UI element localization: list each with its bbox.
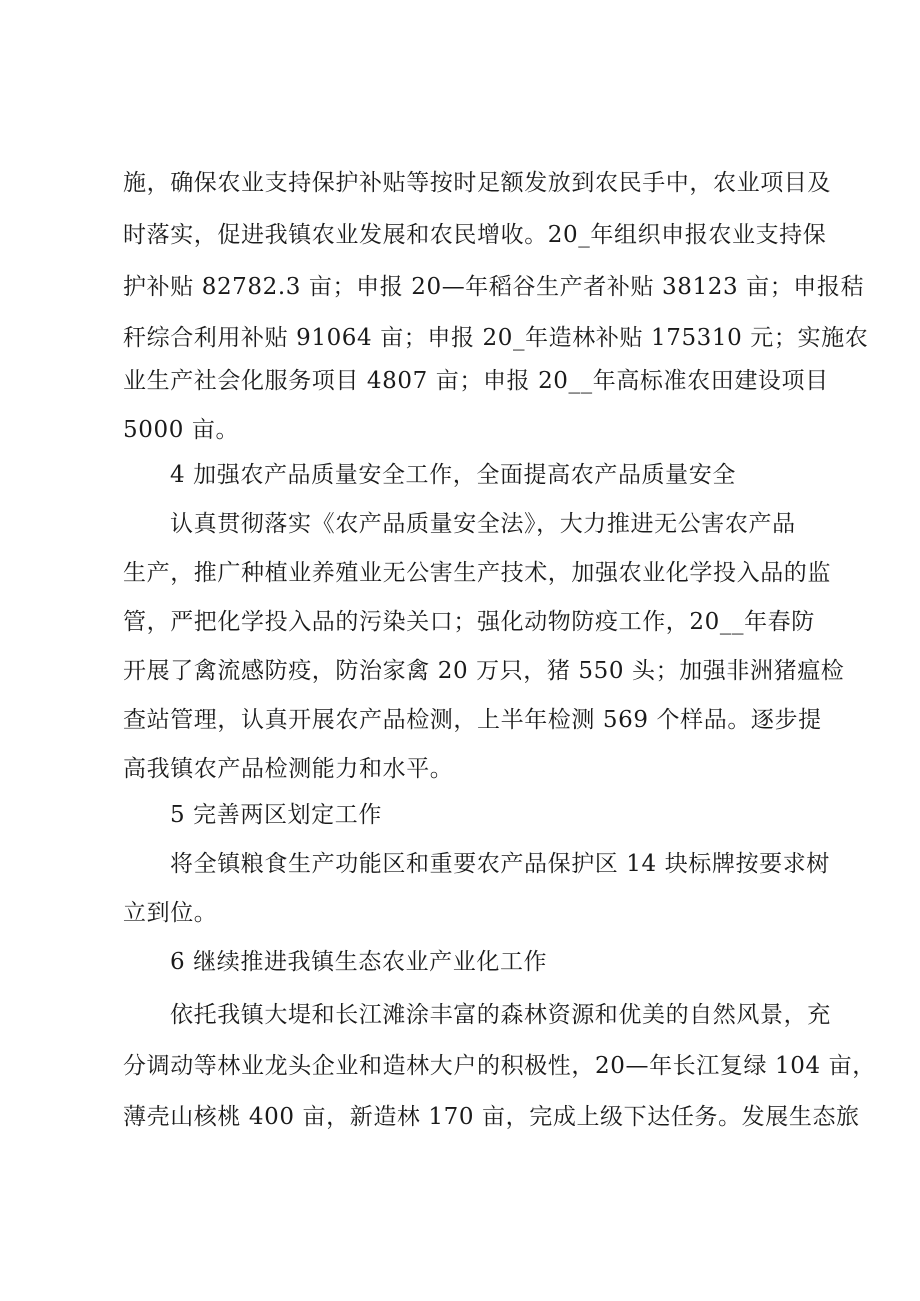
body-text-line: 护补贴 82782.3 亩；申报 20—年稻谷生产者补贴 38123 亩；申报秸 — [123, 274, 865, 300]
body-text-line: 高我镇农产品检测能力和水平。 — [123, 756, 454, 782]
body-text-line: 5000 亩。 — [123, 417, 240, 443]
body-text-line: 时落实，促进我镇农业发展和农民增收。20_年组织申报农业支持保 — [123, 222, 827, 248]
body-text-line: 秆综合利用补贴 91064 亩；申报 20_年造林补贴 175310 元；实施农 — [123, 325, 869, 351]
body-text-line: 业生产社会化服务项目 4807 亩；申报 20__年高标准农田建设项目 — [123, 368, 829, 394]
body-text-line: 管，严把化学投入品的污染关口；强化动物防疫工作，20__年春防 — [123, 609, 815, 635]
body-text-line: 生产，推广种植业养殖业无公害生产技术，加强农业化学投入品的监 — [123, 560, 831, 586]
body-text-line: 认真贯彻落实《农产品质量安全法》，大力推进无公害农产品 — [170, 511, 796, 537]
body-text-line: 分调动等林业龙头企业和造林大户的积极性，20—年长江复绿 104 亩， — [123, 1053, 876, 1079]
section-heading-4: 4 加强农产品质量安全工作，全面提高农产品质量安全 — [170, 462, 736, 488]
body-text-line: 将全镇粮食生产功能区和重要农产品保护区 14 块标牌按要求树 — [170, 851, 830, 877]
body-text-line: 开展了禽流感防疫，防治家禽 20 万只，猪 550 头；加强非洲猪瘟检 — [123, 658, 845, 684]
section-heading-6: 6 继续推进我镇生态农业产业化工作 — [170, 949, 548, 975]
body-text-line: 立到位。 — [123, 900, 218, 926]
body-text-line: 查站管理，认真开展农产品检测，上半年检测 569 个样品。逐步提 — [123, 707, 822, 733]
body-text-line: 薄壳山核桃 400 亩，新造林 170 亩，完成上级下达任务。发展生态旅 — [123, 1104, 860, 1130]
body-text-line: 施，确保农业支持保护补贴等按时足额发放到农民手中，农业项目及 — [123, 170, 831, 196]
body-text-line: 依托我镇大堤和长江滩涂丰富的森林资源和优美的自然风景，充 — [170, 1002, 831, 1028]
section-heading-5: 5 完善两区划定工作 — [170, 802, 382, 828]
